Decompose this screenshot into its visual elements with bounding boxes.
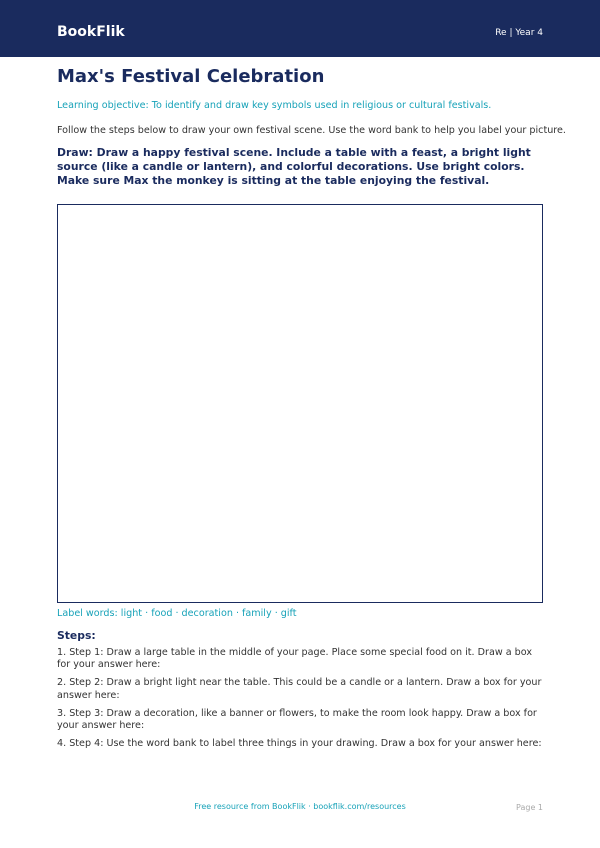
subject-year-label: Re | Year 4 — [495, 28, 543, 38]
learning-objective: Learning objective: To identify and draw key symbols used in religious or cultural festivals. — [57, 100, 492, 111]
step-item: 4. Step 4: Use the word bank to label three things in your drawing. Draw a box for your answer here: — [57, 738, 542, 750]
steps-list — [57, 647, 543, 756]
page-title: Max's Festival Celebration — [57, 66, 325, 87]
step-item: 1. Step 1: Draw a large table in the middle of your page. Place some special food on it. Draw a box for your answer here: — [57, 647, 533, 671]
label-word-bank: Label words: light · food · decoration · family · gift — [57, 608, 297, 619]
brand-logo-text[interactable]: BookFlik — [57, 24, 125, 40]
page-header — [0, 0, 600, 57]
page-number: Page 1 — [516, 803, 543, 812]
step-item: 3. Step 3: Draw a decoration, like a banner or flowers, to make the room look happy. Draw a box for your answer here: — [57, 707, 537, 732]
steps-heading: Steps: — [57, 629, 96, 642]
footer-resource-link[interactable]: Free resource from BookFlik · bookflik.com/resources — [194, 802, 406, 811]
drawing-area-box[interactable] — [57, 204, 543, 603]
step-item: 2. Step 2: Draw a bright light near the table. This could be a candle or a lantern. Draw a box for your answer here: — [57, 677, 542, 701]
draw-instruction: Draw: Draw a happy festival scene. Include a table with a feast, a bright light source (like a candle or lantern), and colorful decorations. Use bright colors. Make sure Max the monkey is sitting at the table enjoying the festival. — [57, 146, 531, 187]
intro-text: Follow the steps below to draw your own festival scene. Use the word bank to help you label your picture. — [57, 125, 566, 136]
